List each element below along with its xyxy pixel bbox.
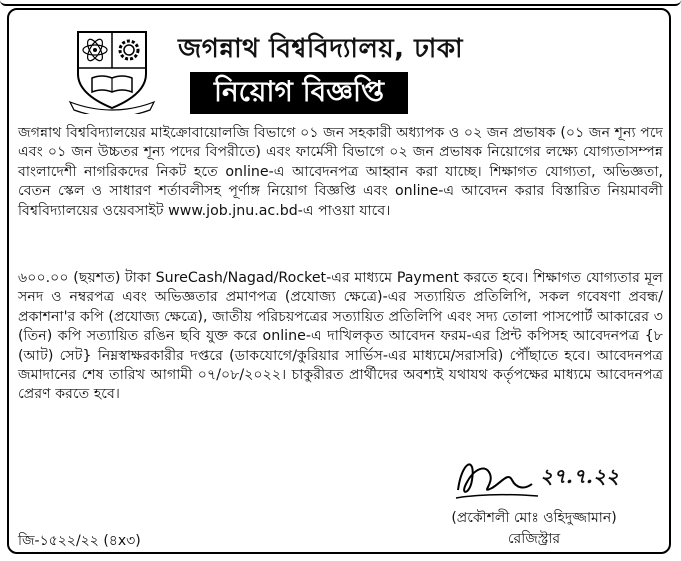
university-title: জগন্নাথ বিশ্ববিদ্যালয়, ঢাকা [178, 34, 464, 64]
paragraph-2: ৬০০.০০ (ছয়শত) টাকা SureCash/Nagad/Rocket-এর মাধ্যমে Payment করতে হবে। শিক্ষাগত যোগ্যতার মূল সনদ ও নম্বরপত্র এবং অভিজ্ঞতার প্রমাণপত্র (প্রযোজ্য ক্ষেত্রে)-এর সত্যায়িত প্রতিলিপি, সকল গবেষণা প্রবন্ধ/প্রকাশনা'র কপি (প্রযোজ্য ক্ষেত্রে), জাতীয় পরিচয়পত্রের সত্যায়িত প্রতিলিপি এবং সদ্য তোলা পাসপোর্ট আকারের ৩ (তিন) কপি সত্যায়িত রঙিন ছবি যুক্ত করে online-এ দাখিলকৃত আবেদন ফরম-এর প্রিন্ট কপিসহ আবেদনপত্র {৮ (আট) সেট} নিম্নস্বাক্ষরকারীর দপ্তরে (ডাকযোগে/কুরিয়ার সার্ভিস-এর মাধ্যমে/সরাসরি) পৌঁছাতে হবে। আবেদনপত্র জমাদানের শেষ তারিখ আগামী ০৭/০৮/২০২২। চাকুরীরত প্রার্থীদের অবশ্যই যথাযথ কর্তৃপক্ষের মাধ্যমে আবেদনপত্র প্রেরণ করতে হবে। [18, 270, 663, 403]
signer-title: রেজিস্ট্রার [507, 531, 561, 547]
notice-heading [190, 72, 408, 114]
reference-code: জি-১৫২২/২২ (৪x৩) [18, 533, 141, 549]
notice-heading-label: নিয়োগ বিজ্ঞপ্তি [213, 74, 385, 108]
university-seal-icon [66, 28, 158, 114]
signature-date: ২৭.৭.২২ [540, 464, 619, 488]
signer-name: (প্রকৌশলী মোঃ ওহিদুজ্জামান) [451, 510, 617, 526]
paragraph-1: জগন্নাথ বিশ্ববিদ্যালয়ের মাইক্রোবায়োলজি বিভাগে ০১ জন সহকারী অধ্যাপক ও ০২ জন প্রভাষক (০১ জন শূন্য পদে এবং ০১ জন উচ্চতর শূন্য পদের বিপরীতে) এবং ফার্মেসী বিভাগে ০২ জন প্রভাষক নিয়োগের লক্ষ্যে যোগ্যতাসম্পন্ন বাংলাদেশী নাগরিকদের নিকট হতে online-এ আবেদনপত্র আহ্বান করা যাচ্ছে। শিক্ষাগত যোগ্যতা, অভিজ্ঞতা, বেতন স্কেল ও সাধারণ শর্তাবলীসহ পূর্ণাঙ্গ নিয়োগ বিজ্ঞপ্তি এবং online-এ আবেদন করার বিস্তারিত নিয়মাবলী বিশ্ববিদ্যালয়ের ওয়েবসাইট www.job.jnu.ac.bd-এ পাওয়া যাবে। [18, 125, 663, 219]
top-border-line [0, 0, 681, 6]
university-logo [66, 28, 158, 114]
